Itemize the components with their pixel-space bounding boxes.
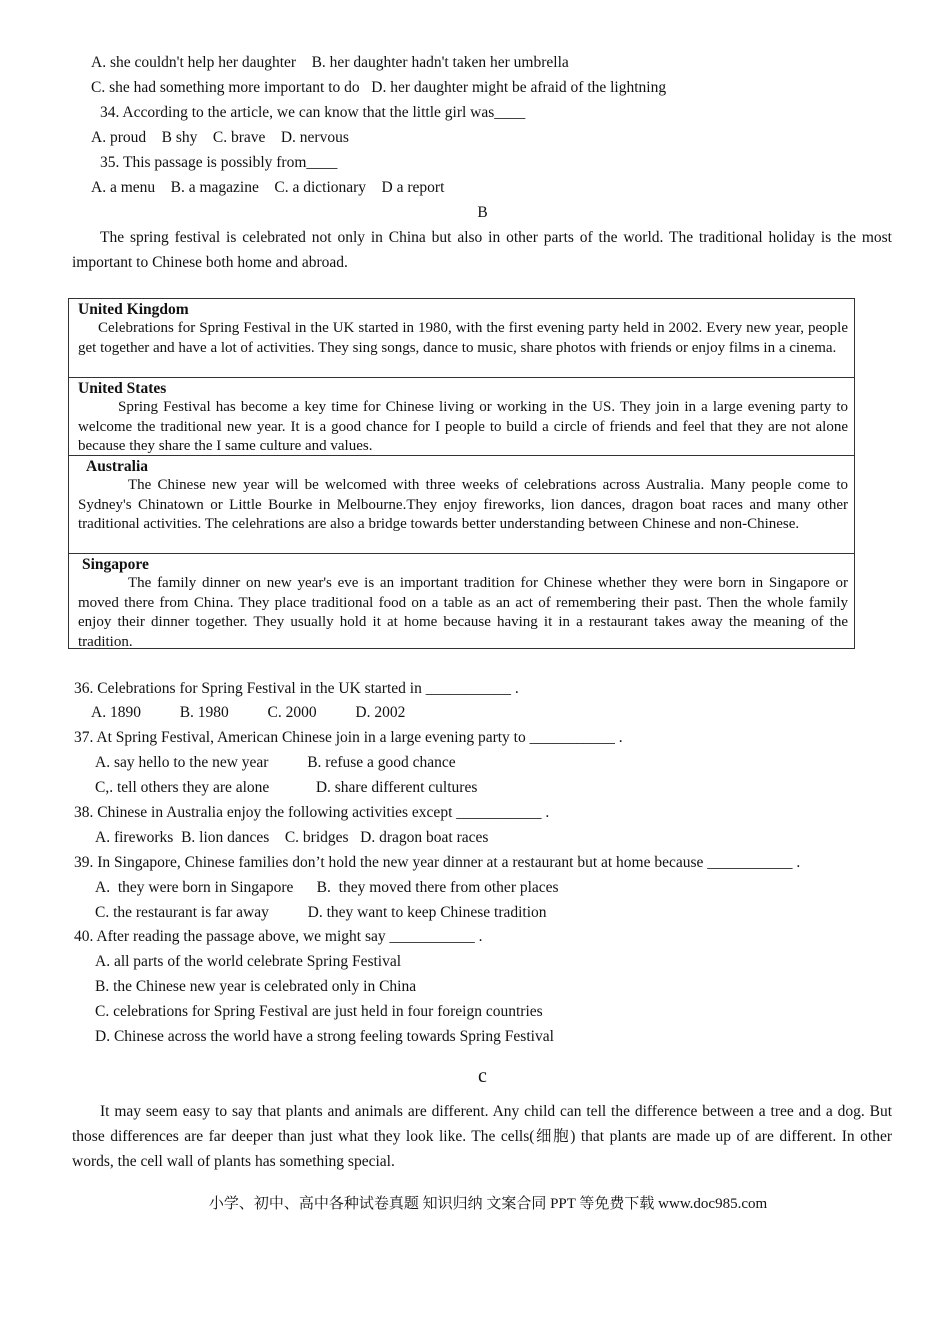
country-text: Celebrations for Spring Festival in the UK started in 1980, with the first evening party held in 2002. Every new year, people get together and have a lot of activities. They sing songs, dance to music, share photos with friends or enjoy films in a cinema. <box>78 320 848 356</box>
table-row-singapore <box>69 554 854 648</box>
question-33-options-1: A. she couldn't help her daughter B. her daughter hadn't taken her umbrella <box>91 54 569 71</box>
question-40-option-b: B. the Chinese new year is celebrated only in China <box>95 978 417 995</box>
country-text: Spring Festival has become a key time for Chinese living or working in the US. They join in a large evening party to welcome the traditional new year. It is a good chance for I people to build a circle of friends and feel that they are not alone because they share the I same culture and values. <box>78 399 848 454</box>
question-35-stem: 35. This passage is possibly from____ <box>100 154 338 171</box>
question-34-options: A. proud B shy C. brave D. nervous <box>91 129 349 146</box>
question-37-options-2: C,. tell others they are alone D. share different cultures <box>95 779 478 796</box>
section-c-label: c <box>478 1065 487 1087</box>
country-heading: Singapore <box>82 556 149 573</box>
country-heading: United States <box>78 380 167 397</box>
question-37-options-1: A. say hello to the new year B. refuse a good chance <box>95 754 456 771</box>
table-row-uk <box>69 299 854 378</box>
question-40-option-a: A. all parts of the world celebrate Spring Festival <box>95 953 402 970</box>
country-text: The family dinner on new year's eve is an important tradition for Chinese whether they were born in Singapore or moved there from China. They place traditional food on a table as an act of remembering their past. Then the whole family enjoy their dinner together. They usually hold it at home because having it in a restaurant takes away the meaning of the tradition. <box>78 575 848 650</box>
question-36-stem: 36. Celebrations for Spring Festival in the UK started in ___________ . <box>74 680 519 697</box>
section-c-text: It may seem easy to say that plants and animals are different. Any child can tell the difference between a tree and a dog. But those differences are far deeper than just what they look like. The cells(细胞) that plants are made up of are different. In other words, the cell wall of plants has something special. <box>72 1103 892 1170</box>
question-39-options-2: C. the restaurant is far away D. they want to keep Chinese tradition <box>95 904 547 921</box>
question-40-stem: 40. After reading the passage above, we might say ___________ . <box>74 928 483 945</box>
question-33-options-2: C. she had something more important to do D. her daughter might be afraid of the lightning <box>91 79 667 96</box>
question-38-stem: 38. Chinese in Australia enjoy the following activities except ___________ . <box>74 804 550 821</box>
country-heading: Australia <box>86 458 148 475</box>
question-40-option-c: C. celebrations for Spring Festival are just held in four foreign countries <box>95 1003 543 1020</box>
table-row-australia <box>69 456 854 554</box>
section-b-intro: The spring festival is celebrated not only in China but also in other parts of the world. The traditional holiday is the most important to Chinese both home and abroad. <box>72 229 892 271</box>
section-b-label: B <box>477 204 488 221</box>
question-38-options: A. fireworks B. lion dances C. bridges D. dragon boat races <box>95 829 489 846</box>
question-36-options: A. 1890 B. 1980 C. 2000 D. 2002 <box>91 704 406 721</box>
page-footer: 小学、初中、高中各种试卷真题 知识归纳 文案合同 PPT 等免费下载 www.doc985.com <box>208 1196 768 1212</box>
question-35-options: A. a menu B. a magazine C. a dictionary D a report <box>91 179 445 196</box>
country-text: The Chinese new year will be welcomed with three weeks of celebrations across Australia. Many people come to Sydney's Chinatown or Little Bourke in Melbourne.They enjoy fireworks, lion dances, dragon boat races and many other traditional activities. The celehrations are also a bridge towards better understanding between Chinese and non-Chinese. <box>78 477 848 532</box>
question-39-options-1: A. they were born in Singapore B. they moved there from other places <box>95 879 559 896</box>
question-34-stem: 34. According to the article, we can know that the little girl was____ <box>100 104 526 121</box>
country-heading: United Kingdom <box>78 301 189 318</box>
question-37-stem: 37. At Spring Festival, American Chinese join in a large evening party to ___________ . <box>74 729 623 746</box>
table-row-us <box>69 378 854 456</box>
question-40-option-d: D. Chinese across the world have a strong feeling towards Spring Festival <box>95 1028 554 1045</box>
countries-table <box>68 298 855 649</box>
question-39-stem: 39. In Singapore, Chinese families don’t hold the new year dinner at a restaurant but at home because ___________ . <box>74 854 801 871</box>
